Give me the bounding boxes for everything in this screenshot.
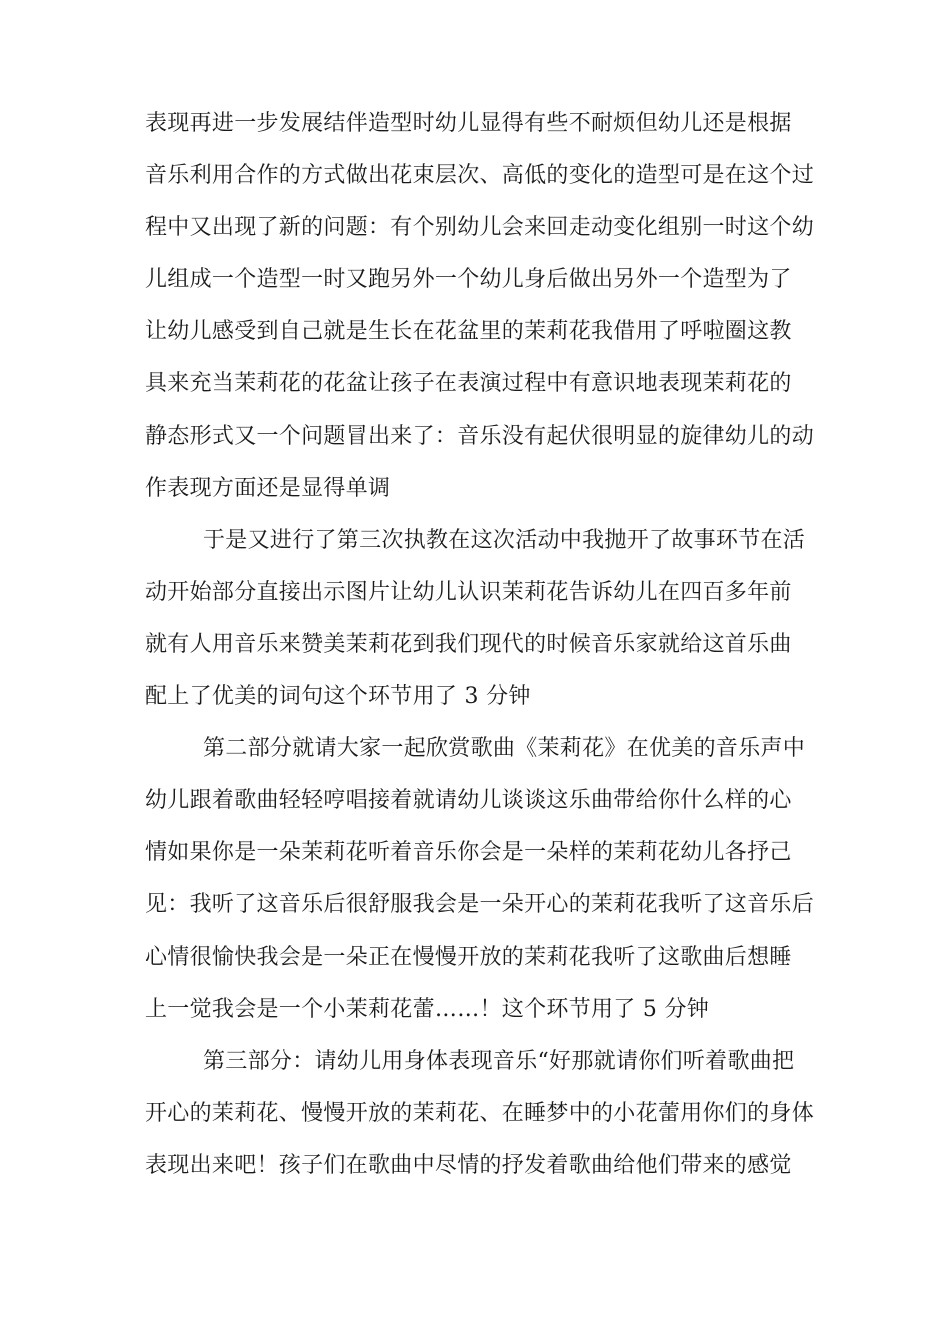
text-line: 让幼儿感受到自己就是生长在花盆里的茉莉花我借用了呼啦圈这教: [145, 319, 792, 345]
paragraph-first-line: 第二部分就请大家一起欣赏歌曲《茉莉花》在优美的音乐声中: [203, 736, 806, 762]
text-line: 情如果你是一朵茉莉花听着音乐你会是一朵样的茉莉花幼儿各抒己: [145, 840, 792, 866]
text-line: 程中又出现了新的问题：有个别幼儿会来回走动变化组别一时这个幼: [145, 215, 815, 241]
text-line: 见：我听了这音乐后很舒服我会是一朵开心的茉莉花我听了这音乐后: [145, 892, 815, 918]
text-line: 上一觉我会是一个小茉莉花蕾……！这个环节用了 5 分钟: [145, 996, 710, 1022]
text-line: 音乐利用合作的方式做出花束层次、高低的变化的造型可是在这个过: [145, 163, 815, 189]
text-line: 动开始部分直接出示图片让幼儿认识茉莉花告诉幼儿在四百多年前: [145, 579, 792, 605]
paragraph-first-line: 于是又进行了第三次执教在这次活动中我抛开了故事环节在活: [203, 527, 806, 553]
text-line: 开心的茉莉花、慢慢开放的茉莉花、在睡梦中的小花蕾用你们的身体: [145, 1100, 815, 1126]
text-line: 表现出来吧！孩子们在歌曲中尽情的抒发着歌曲给他们带来的感觉: [145, 1152, 792, 1178]
text-line: 具来充当茉莉花的花盆让孩子在表演过程中有意识地表现茉莉花的: [145, 371, 792, 397]
paragraph-first-line: 第三部分：请幼儿用身体表现音乐“好那就请你们听着歌曲把: [203, 1048, 795, 1074]
text-line: 表现再进一步发展结伴造型时幼儿显得有些不耐烦但幼儿还是根据: [145, 111, 792, 136]
document-body: [145, 98, 813, 1192]
text-line: 幼儿跟着歌曲轻轻哼唱接着就请幼儿谈谈这乐曲带给你什么样的心: [145, 788, 792, 814]
text-line: 儿组成一个造型一时又跑另外一个幼儿身后做出另外一个造型为了: [145, 267, 792, 293]
text-line: 静态形式又一个问题冒出来了：音乐没有起伏很明显的旋律幼儿的动: [145, 423, 815, 449]
text-line: 配上了优美的词句这个环节用了 3 分钟: [145, 684, 531, 710]
text-line: 心情很愉快我会是一朵正在慢慢开放的茉莉花我听了这歌曲后想睡: [145, 944, 792, 970]
text-line: 就有人用音乐来赞美茉莉花到我们现代的时候音乐家就给这首乐曲: [145, 631, 792, 657]
text-line: 作表现方面还是显得单调: [145, 475, 391, 501]
